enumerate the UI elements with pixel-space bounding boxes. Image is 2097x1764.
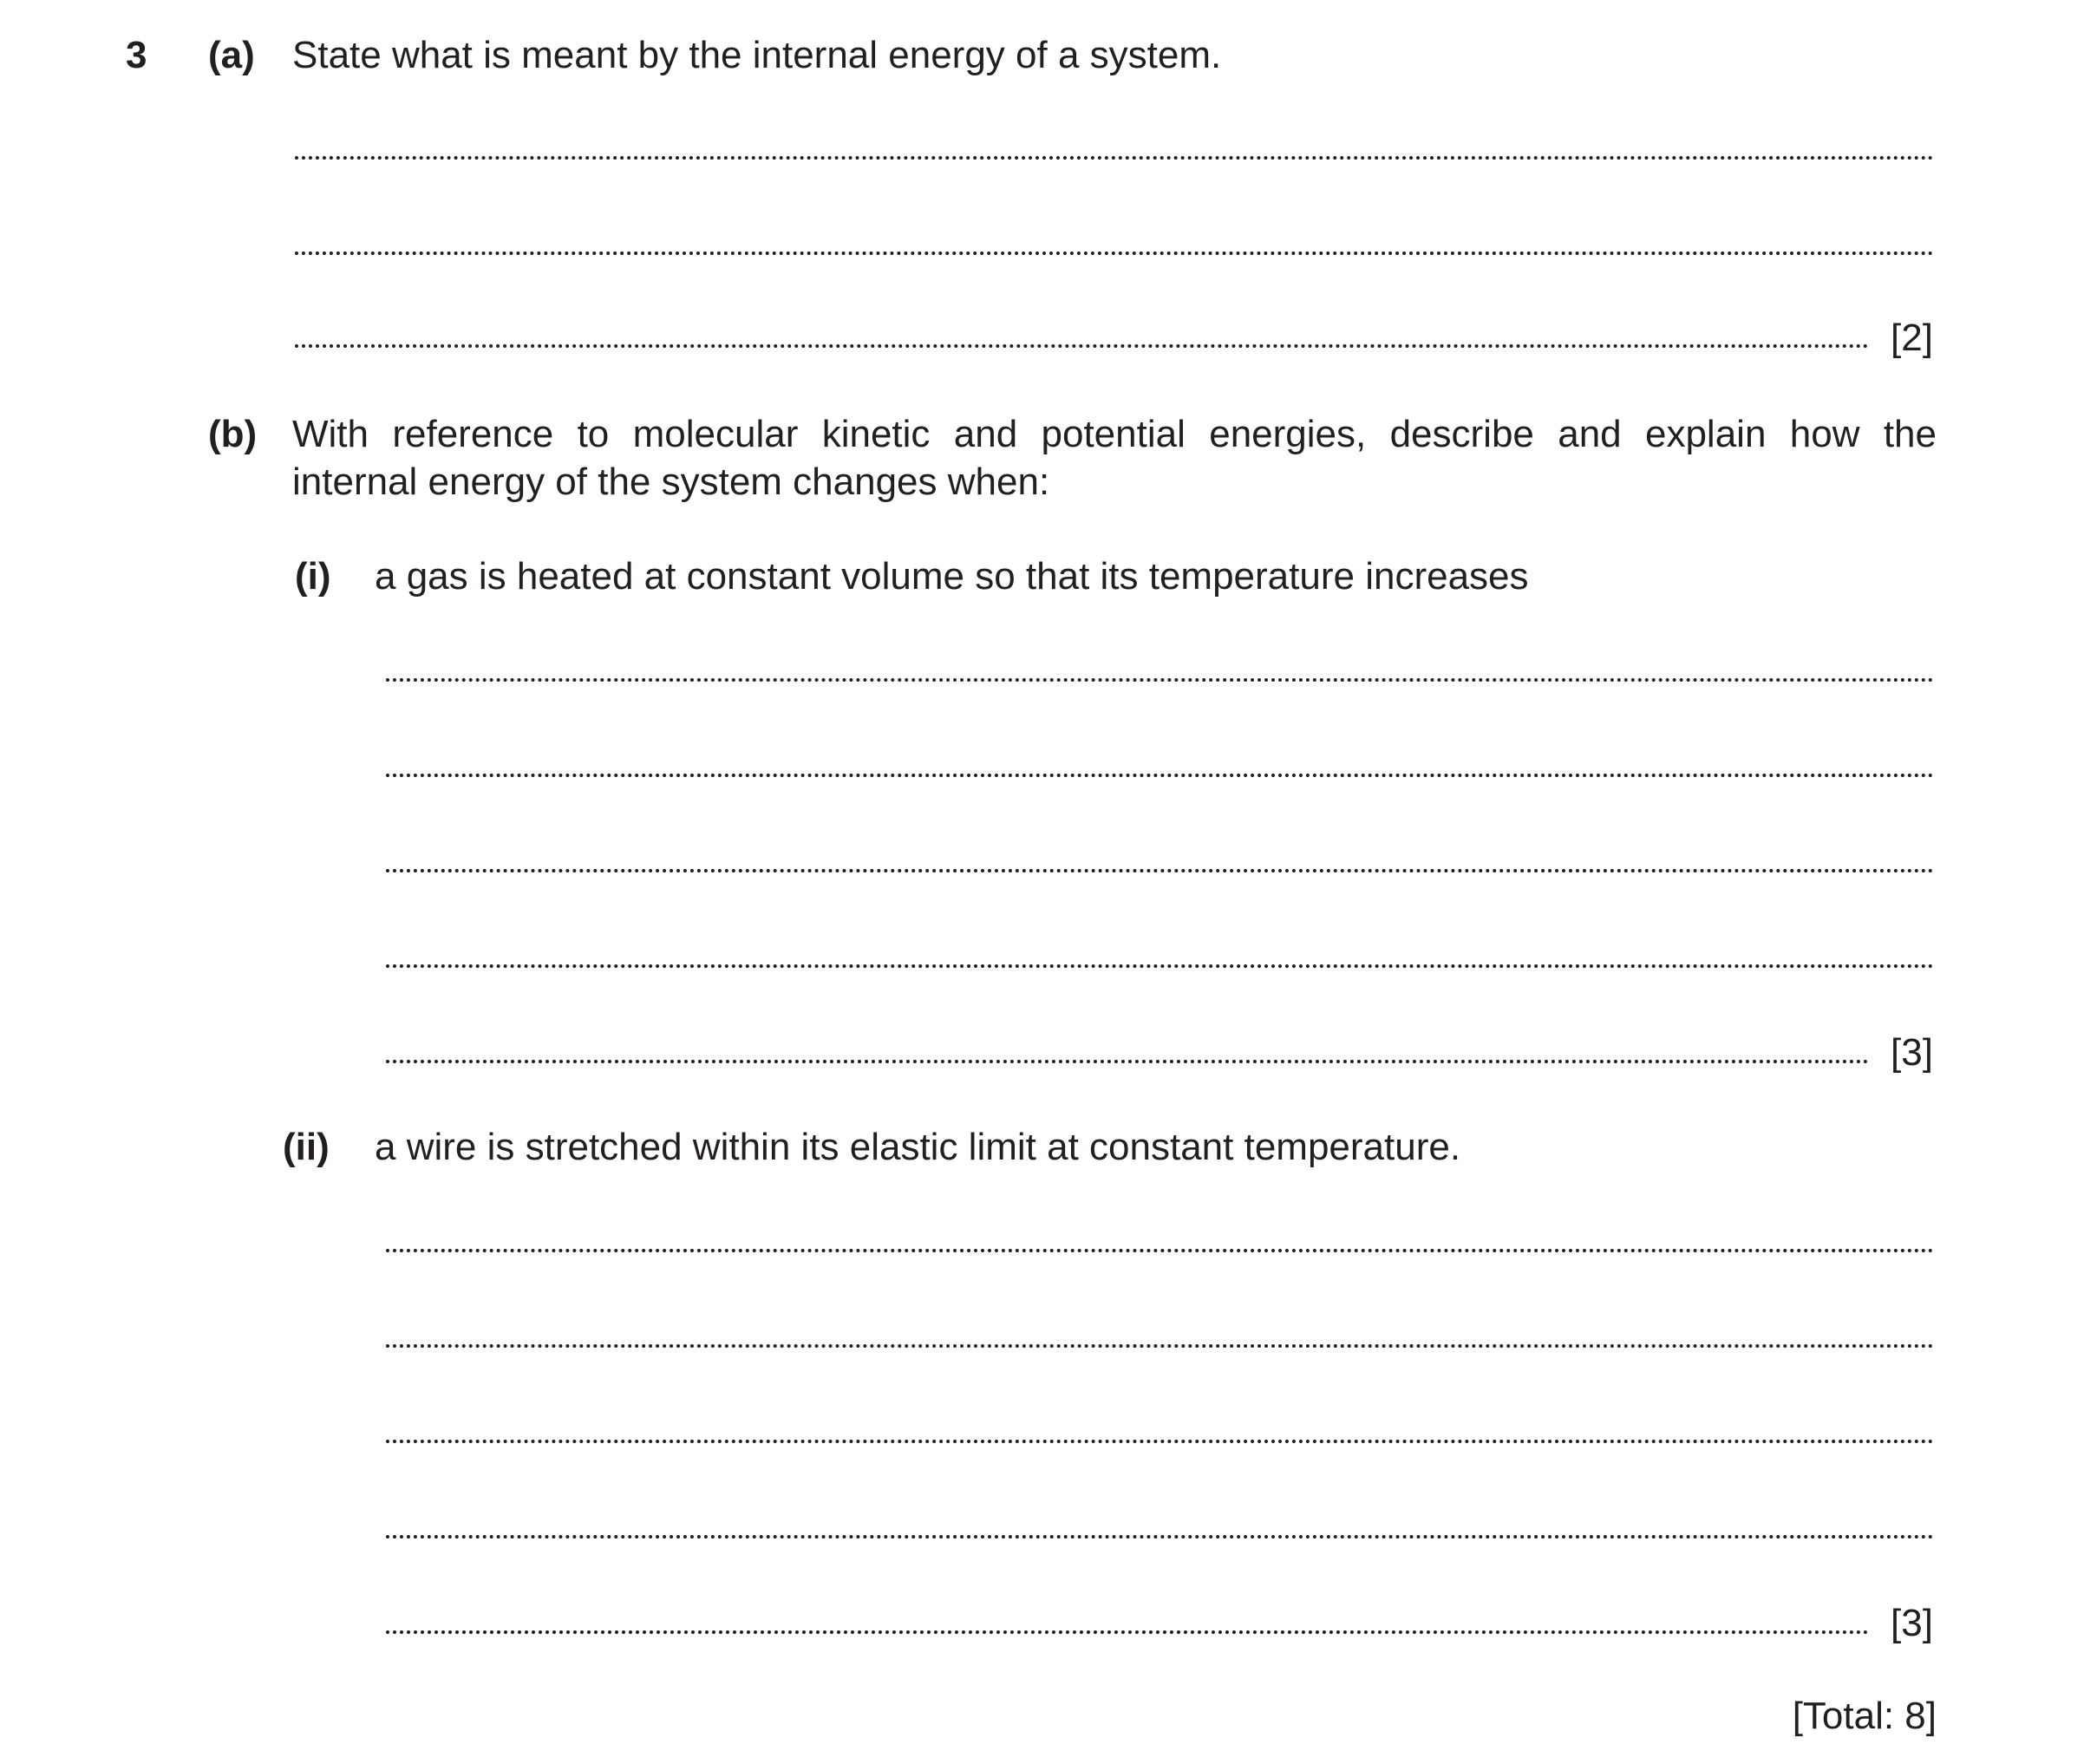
answer-line-i5[interactable] [386, 1060, 1869, 1063]
sub-part-i-question-text: a gas is heated at constant volume so that its temperature increases [375, 555, 1529, 598]
answer-line-a2[interactable] [295, 252, 1934, 255]
sub-part-ii-question-text: a wire is stretched within its elastic limit at constant temperature. [375, 1126, 1461, 1168]
answer-line-ii4[interactable] [386, 1535, 1934, 1539]
answer-line-i2[interactable] [386, 774, 1934, 777]
answer-line-ii2[interactable] [386, 1344, 1934, 1348]
sub-part-i-label: (i) [295, 555, 331, 598]
question-number: 3 [126, 34, 147, 76]
answer-line-a3[interactable] [295, 344, 1869, 348]
sub-part-ii-marks: [3] [1891, 1602, 1933, 1644]
part-a-question-text: State what is meant by the internal energy of a system. [292, 34, 1222, 76]
answer-line-i1[interactable] [386, 678, 1934, 682]
answer-line-a1[interactable] [295, 156, 1934, 160]
part-b-intro-line-1: With reference to molecular kinetic and potential energies, describe and explain how the [292, 413, 1937, 455]
part-a-marks: [2] [1891, 317, 1933, 359]
answer-line-ii1[interactable] [386, 1249, 1934, 1252]
answer-line-i3[interactable] [386, 869, 1934, 872]
answer-line-ii5[interactable] [386, 1630, 1869, 1634]
part-b-label: (b) [208, 413, 258, 455]
part-b-intro-line-2: internal energy of the system changes when: [292, 461, 1050, 503]
part-a-label: (a) [208, 34, 255, 76]
sub-part-ii-label: (ii) [283, 1126, 330, 1168]
answer-line-i4[interactable] [386, 964, 1934, 968]
sub-part-i-marks: [3] [1891, 1031, 1933, 1074]
answer-line-ii3[interactable] [386, 1440, 1934, 1443]
total-marks: [Total: 8] [1792, 1695, 1937, 1737]
